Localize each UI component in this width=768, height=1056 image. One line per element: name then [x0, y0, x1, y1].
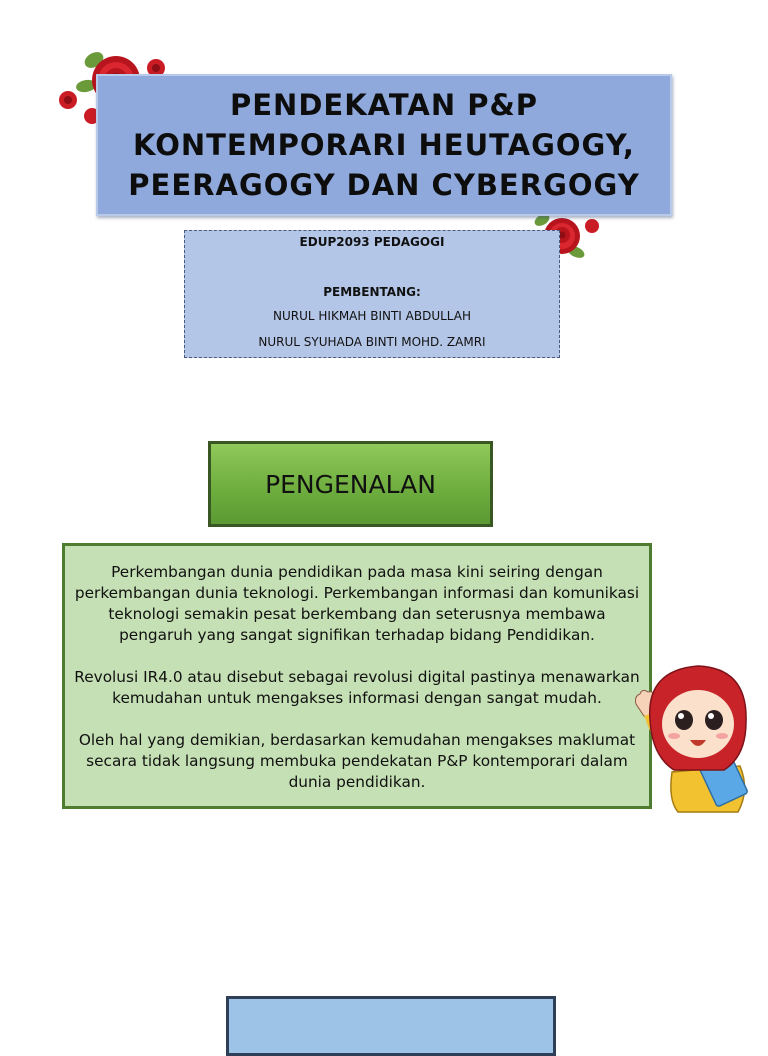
paragraph: Oleh hal yang demikian, berdasarkan kemudahan mengakses maklumat secara tidak langsung membuka pendekatan P&P kontemporari dalam dunia pendidikan. — [78, 731, 636, 791]
hijab-girl-cartoon — [628, 660, 758, 815]
title-line-3: PEERAGOGY DAN CYBERGOGY — [128, 168, 640, 202]
title-line-1: PENDEKATAN P&P — [229, 88, 539, 122]
next-section-box — [226, 996, 556, 1056]
title-banner — [96, 74, 672, 216]
presenters-label: PEMBENTANG: — [323, 285, 421, 299]
paragraph: Revolusi IR4.0 atau disebut sebagai revolusi digital pastinya menawarkan kemudahan untuk mengakses informasi dengan sangat mudah. — [74, 668, 640, 707]
section-heading-pengenalan: PENGENALAN — [208, 441, 493, 527]
paragraph: Perkembangan dunia pendidikan pada masa kini seiring dengan perkembangan dunia teknologi. Perkembangan informasi dan komunikasi teknologi semakin pesat berkembang dan seterusnya membawa pengaruh yang sangat signifikan terhadap bidang Pendidikan. — [74, 563, 640, 644]
presenter-name: NURUL SYUHADA BINTI MOHD. ZAMRI — [258, 335, 486, 349]
course-code: EDUP2093 PEDAGOGI — [299, 235, 445, 249]
presenter-name: NURUL HIKMAH BINTI ABDULLAH — [273, 309, 471, 323]
presenter-info-box — [184, 230, 560, 358]
introduction-content-box — [62, 543, 652, 809]
title-line-2: KONTEMPORARI HEUTAGOGY, — [133, 128, 635, 162]
